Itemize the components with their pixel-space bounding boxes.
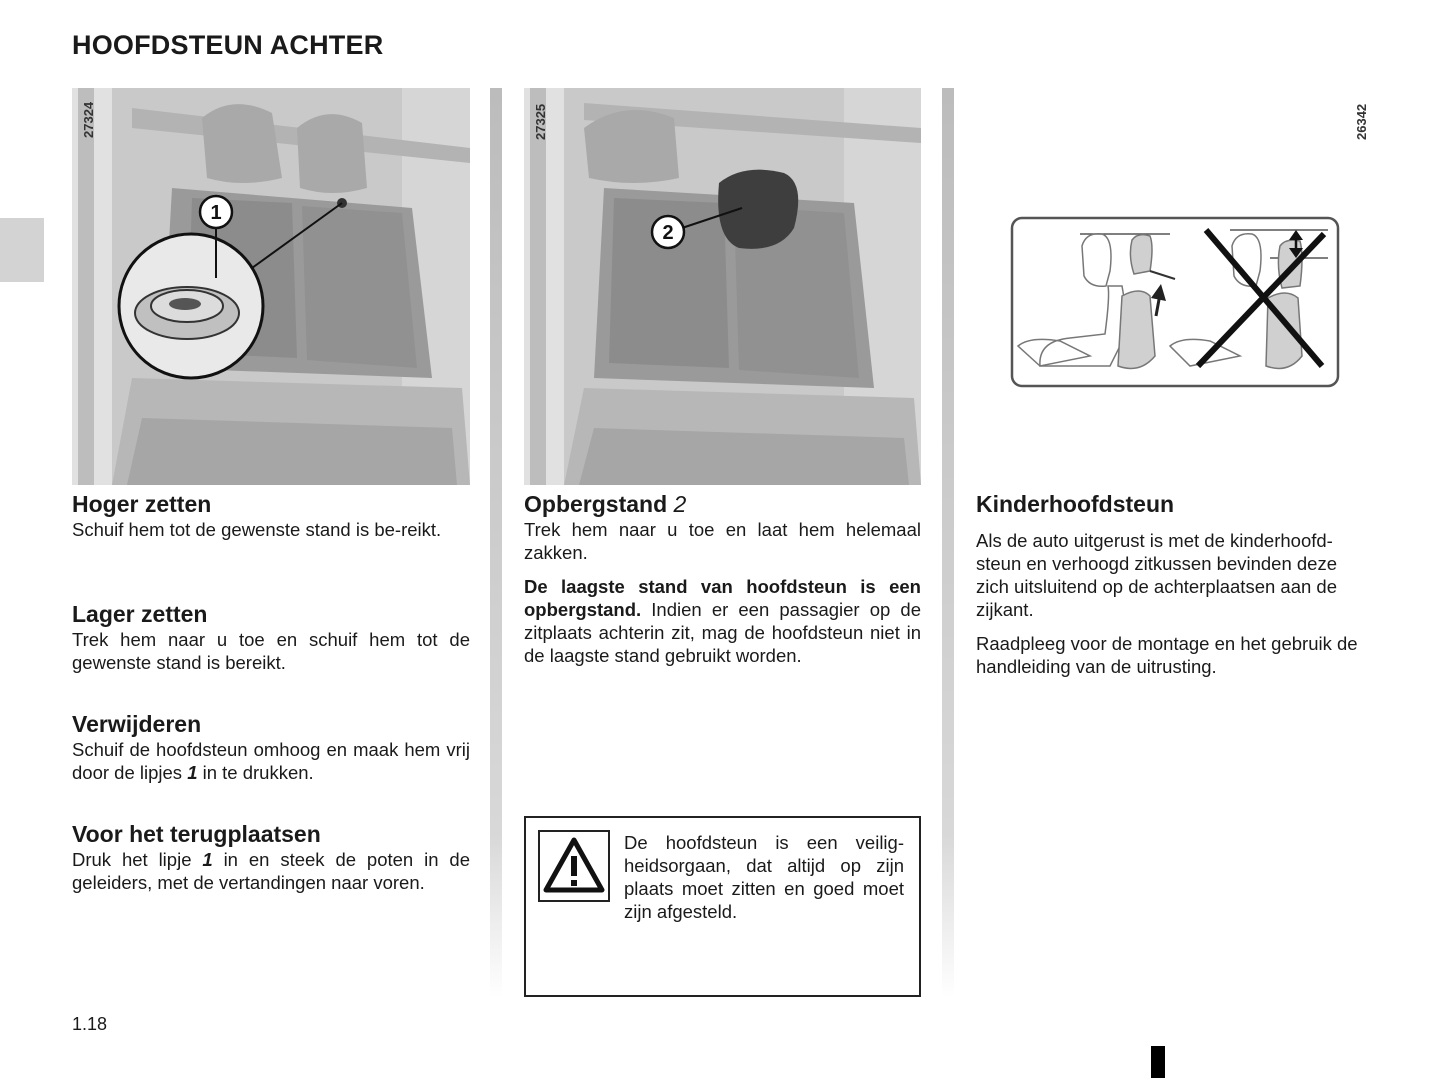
warning-icon-frame <box>538 830 610 902</box>
page-title: HOOFDSTEUN ACHTER <box>72 30 384 60</box>
headrest-storage-illustration <box>524 88 921 485</box>
headrest-lipje-illustration <box>72 88 470 485</box>
section-text: Trek hem naar u toe en schuif hem tot de gewenste stand is bereikt. <box>72 629 470 673</box>
figure-number: 26342 <box>1354 103 1369 140</box>
section-text: De laagste stand van hoofdsteun is een opbergstand. Indien er een passagier op de zitplaats achterin zit, mag de hoofdsteun niet in de laagste stand gebruikt worden. <box>524 576 921 666</box>
child-headrest-drawing <box>1010 216 1340 388</box>
section-heading: Opbergstand 2 <box>524 491 687 517</box>
section-text: Druk het lipje 1 in en steek de poten in de geleiders, met de vertandingen naar voren. <box>72 849 470 893</box>
warning-text: De hoofdsteun is een veilig-heidsorgaan, dat altijd op zijn plaats moet zitten en goed moet zijn afgesteld. <box>624 832 904 922</box>
ref-number: 1 <box>202 849 213 870</box>
section-heading: Verwijderen <box>72 711 202 737</box>
callout-2: 2 <box>662 222 674 244</box>
warning-box <box>524 816 921 997</box>
figure-number: 27324 <box>81 101 96 138</box>
section-heading: Lager zetten <box>72 601 208 627</box>
section-text: Raadpleeg voor de montage en het gebruik de handleiding van de uitrusting. <box>976 633 1358 677</box>
section-text: Schuif hem tot de gewenste stand is be-reikt. <box>72 519 442 540</box>
section-text: Als de auto uitgerust is met de kinderhoofd-steun en verhoogd zitkussen bevinden deze zich uitsluitend op de achterplaatsen aan de zijkant. <box>976 530 1338 620</box>
ref-number: 1 <box>187 762 198 783</box>
callout-1: 1 <box>210 202 222 224</box>
chapter-tab <box>0 218 44 282</box>
ref-number: 2 <box>673 491 687 517</box>
section-text: Schuif de hoofdsteun omhoog en maak hem vrij door de lipjes 1 in te drukken. <box>72 739 470 783</box>
section-heading: Voor het terugplaatsen <box>72 821 321 847</box>
figure-number: 27325 <box>533 103 548 140</box>
column-divider <box>490 88 502 998</box>
section-heading: Kinderhoofdsteun <box>976 491 1175 517</box>
page-marker <box>1151 1046 1165 1078</box>
section-heading: Hoger zetten <box>72 491 212 517</box>
page-number: 1.18 <box>72 1014 108 1034</box>
rear-seats-storage-image <box>524 88 921 485</box>
column-divider <box>942 88 954 998</box>
emphasis-text: De laagste stand van hoofdsteun is een opbergstand. <box>524 576 921 620</box>
section-text: Trek hem naar u toe en laat hem helemaal zakken. <box>524 519 921 563</box>
warning-triangle-icon <box>540 832 608 900</box>
rear-seats-image <box>72 88 470 485</box>
child-headrest-diagram <box>1010 216 1340 388</box>
